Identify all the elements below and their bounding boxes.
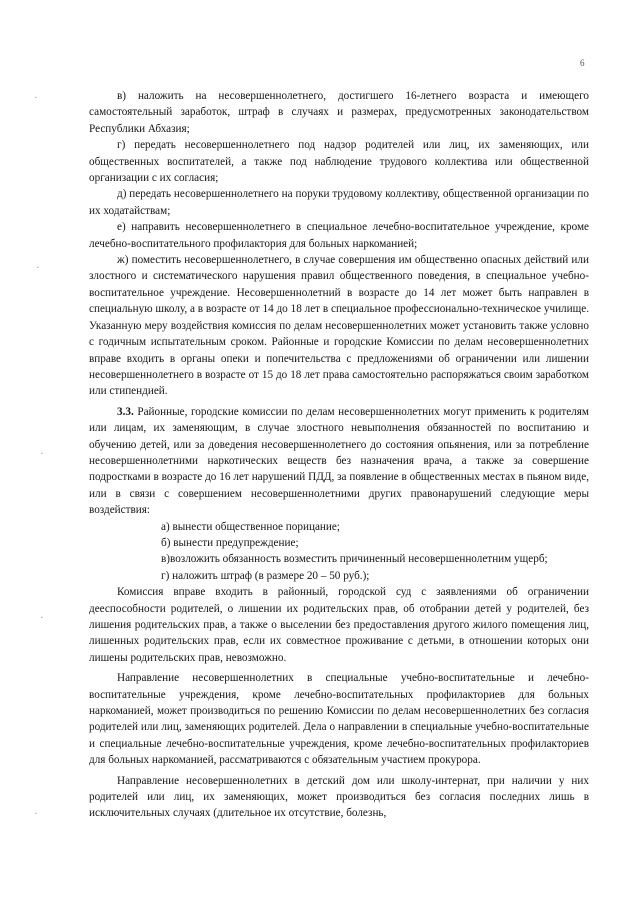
list-item: б) вынести предупреждение; [161, 536, 299, 549]
list-item: а) вынести общественное порицание; [161, 520, 340, 533]
margin-mark: · [34, 92, 38, 104]
list-item: в)возложить обязанность возместить причиненный несовершеннолетним ущерб; [161, 553, 548, 566]
section-3-3 [89, 404, 589, 519]
paragraph-orphanage: Направление несовершеннолетних в детский дом или школу-интернат, при наличии у них родителей или лиц, их заменяющих, может производиться без согласия последних лишь в исключительных случаях (длительное их отсутствие, болезнь, [89, 774, 589, 820]
margin-mark: · [34, 808, 38, 820]
margin-mark: · [36, 262, 40, 274]
document-body [89, 88, 589, 822]
page-number: 6 [580, 58, 585, 68]
paragraph-zh: ж) поместить несовершеннолетнего, в случае совершения им общественно опасных действий или злостного и систематического нарушения правил общественного поведения, в специальное учебно-воспитательное учреждение. Несовершеннолетний в возрасте до 14 лет может быть направлен в специальную школу, а в возрасте от 14 до 18 лет в специальное профессионально-техническое училище. Указанную меру воздействия комиссия по делам несовершеннолетних может установить также условно с годичным испытательным сроком. Районные и городские Комиссии по делам несовершеннолетних вправе входить в органы опеки и попечительства с предложениями об ограничении или лишении несовершеннолетнего в возрасте от 15 до 18 лет права самостоятельно распоряжаться своим заработком или стипендией. [89, 254, 589, 398]
margin-mark: · [40, 448, 44, 460]
paragraph-g: г) передать несовершеннолетнего под надзор родителей или лиц, их заменяющих, или общественных воспитателей, а также под наблюдение трудового коллектива или общественной организации с их согласия; [89, 139, 589, 185]
paragraph-direction: Направление несовершеннолетних в специальные учебно-воспитательные и лечебно-воспитательные учреждения, кроме лечебно-воспитательных профилакториев для больных наркоманией, может производиться по решению Комиссии по делам несовершеннолетних без согласия родителей или лиц, заменяющих родителей. Дела о направлении в специальные учебно-воспитательные и специальные лечебно-воспитательные учреждения, кроме лечебно-воспитательных профилакториев для больных наркоманией, рассматриваются с обязательным участием прокурора. [89, 672, 589, 767]
section-3-3-text: Районные, городские комиссии по делам несовершеннолетних могут применить к родителям или лицам, их заменяющим, в случае злостного невыполнения обязанностей по воспитанию и обучению детей, или за доведения несовершеннолетнего до состояния опьянения, или за потребление несовершеннолетними наркотических веществ без назначения врача, а также за совершение подростками в возрасте до 16 лет нарушений ПДД, за появление в общественных местах в пьяном виде, или в связи с совершением несовершеннолетними других правонарушений следующие меры воздействия: [89, 405, 589, 517]
list-item: г) наложить штраф (в размере 20 – 50 руб.); [161, 569, 370, 582]
paragraph-v: в) наложить на несовершеннолетнего, достигшего 16-летнего возраста и имеющего самостоятельный заработок, штраф в случаях и размерах, предусмотренных законодательством Республики Абхазия; [89, 90, 589, 135]
paragraph-e: е) направить несовершеннолетнего в специальное лечебно-воспитательное учреждение, кроме лечебно-воспитательного профилактория для больных наркоманией; [89, 221, 589, 250]
paragraph-d: д) передать несовершеннолетнего на поруки трудовому коллективу, общественной организации по их ходатайствам; [89, 188, 589, 217]
measures-list [89, 519, 589, 585]
paragraph-court: Комиссия вправе входить в районный, городской суд с заявлениями об ограничении дееспособности родителей, о лишении их родительских прав, об отобрании детей у родителей, без лишения родительских прав, а также о выселении без предоставления другого жилого помещения лиц, лишенных родительских прав, если их совместное проживание с детьми, в отношении которых они лишены родительских прав, невозможно. [89, 586, 589, 664]
margin-mark: · [40, 612, 44, 624]
section-number: 3.3. [117, 405, 134, 418]
